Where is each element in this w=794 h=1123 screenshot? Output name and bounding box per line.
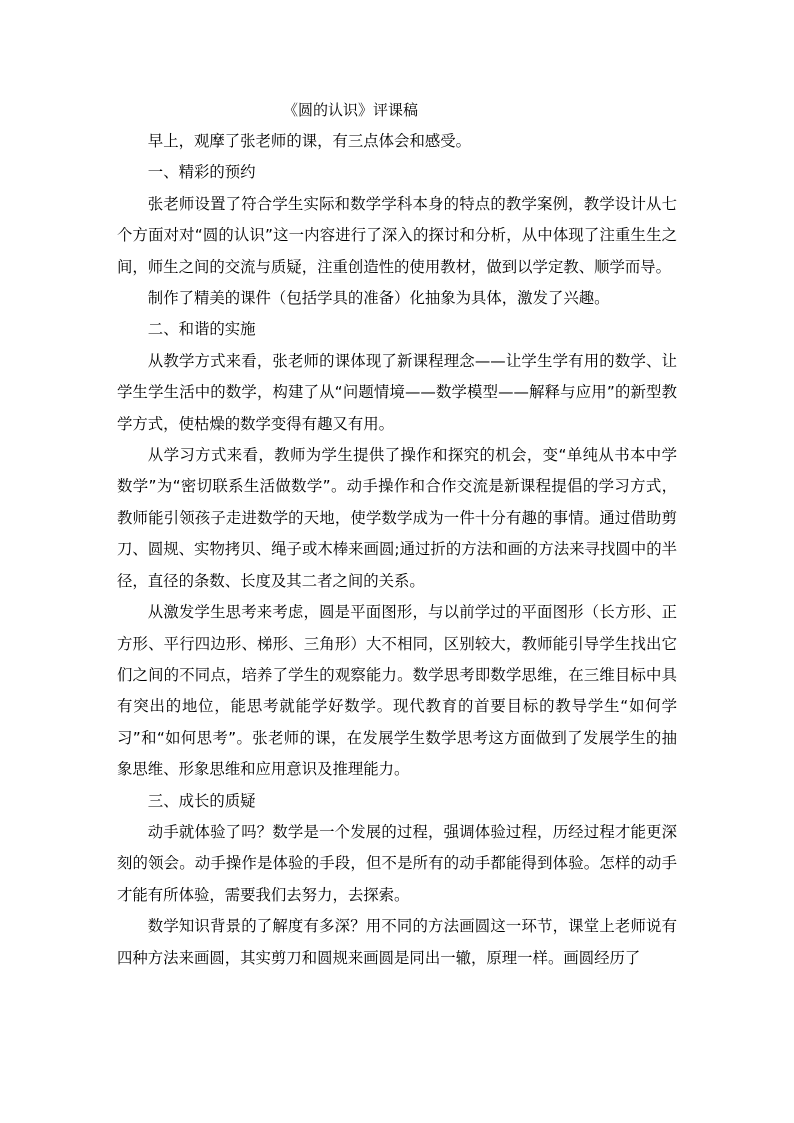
paragraph: 从学习方式来看，教师为学生提供了操作和探究的机会，变“单纯从书本中学数学”为“密切联系生活做数学”。动手操作和合作交流是新课程提倡的学习方式，教师能引领孩子走进数学的天地，使学数学成为一件十分有趣的事情。通过借助剪刀、圆规、实物拷贝、绳子或木棒来画圆;通过折的方法和画的方法来寻找圆中的半径，直径的条数、长度及其二者之间的关系。 [117,446,677,590]
section-heading-3: 三、成长的质疑 [147,791,256,810]
paragraph: 从教学方式来看，张老师的课体现了新课程理念——让学生学有用的数学、让学生学生活中的数学，构建了从“问题情境——数学模型——解释与应用”的新型教学方式，使枯燥的数学变得有趣又有用。 [117,351,677,433]
document-title: 《圆的认识》评课稿 [283,101,419,119]
section-heading-2: 二、和谐的实施 [147,320,256,339]
section-heading-1: 一、精彩的预约 [147,163,256,182]
paragraph: 张老师设置了符合学生实际和数学学科本身的特点的教学案例，教学设计从七个方面对对“圆的认识”这一内容进行了深入的探讨和分析，从中体现了注重生生之间，师生之间的交流与质疑，注重创造性的使用教材，做到以学定教、顺学而导。 [117,194,677,276]
paragraph: 数学知识背景的了解度有多深？用不同的方法画圆这一环节，课堂上老师说有四种方法来画圆，其实剪刀和圆规来画圆是同出一辙，原理一样。画圆经历了 [117,917,677,967]
paragraph: 制作了精美的课件（包括学具的准备）化抽象为具体，激发了兴趣。 [147,289,610,308]
paragraph: 动手就体验了吗？数学是一个发展的过程，强调体验过程，历经过程才能更深刻的领会。动手操作是体验的手段，但不是所有的动手都能得到体验。怎样的动手才能有所体验，需要我们去努力，去探索。 [117,822,677,904]
document-body [117,126,677,974]
paragraph: 从激发学生思考来考虑，圆是平面图形，与以前学过的平面图形（长方形、正方形、平行四边形、梯形、三角形）大不相同，区别较大，教师能引导学生找出它们之间的不同点，培养了学生的观察能力。数学思考即数学思维，在三维目标中具有突出的地位，能思考就能学好数学。现代教育的首要目标的教导学生“如何学习”和“如何思考”。张老师的课，在发展学生数学思考这方面做到了发展学生的抽象思维、形象思维和应用意识及推理能力。 [117,603,677,779]
paragraph-intro: 早上，观摩了张老师的课，有三点体会和感受。 [147,132,472,150]
